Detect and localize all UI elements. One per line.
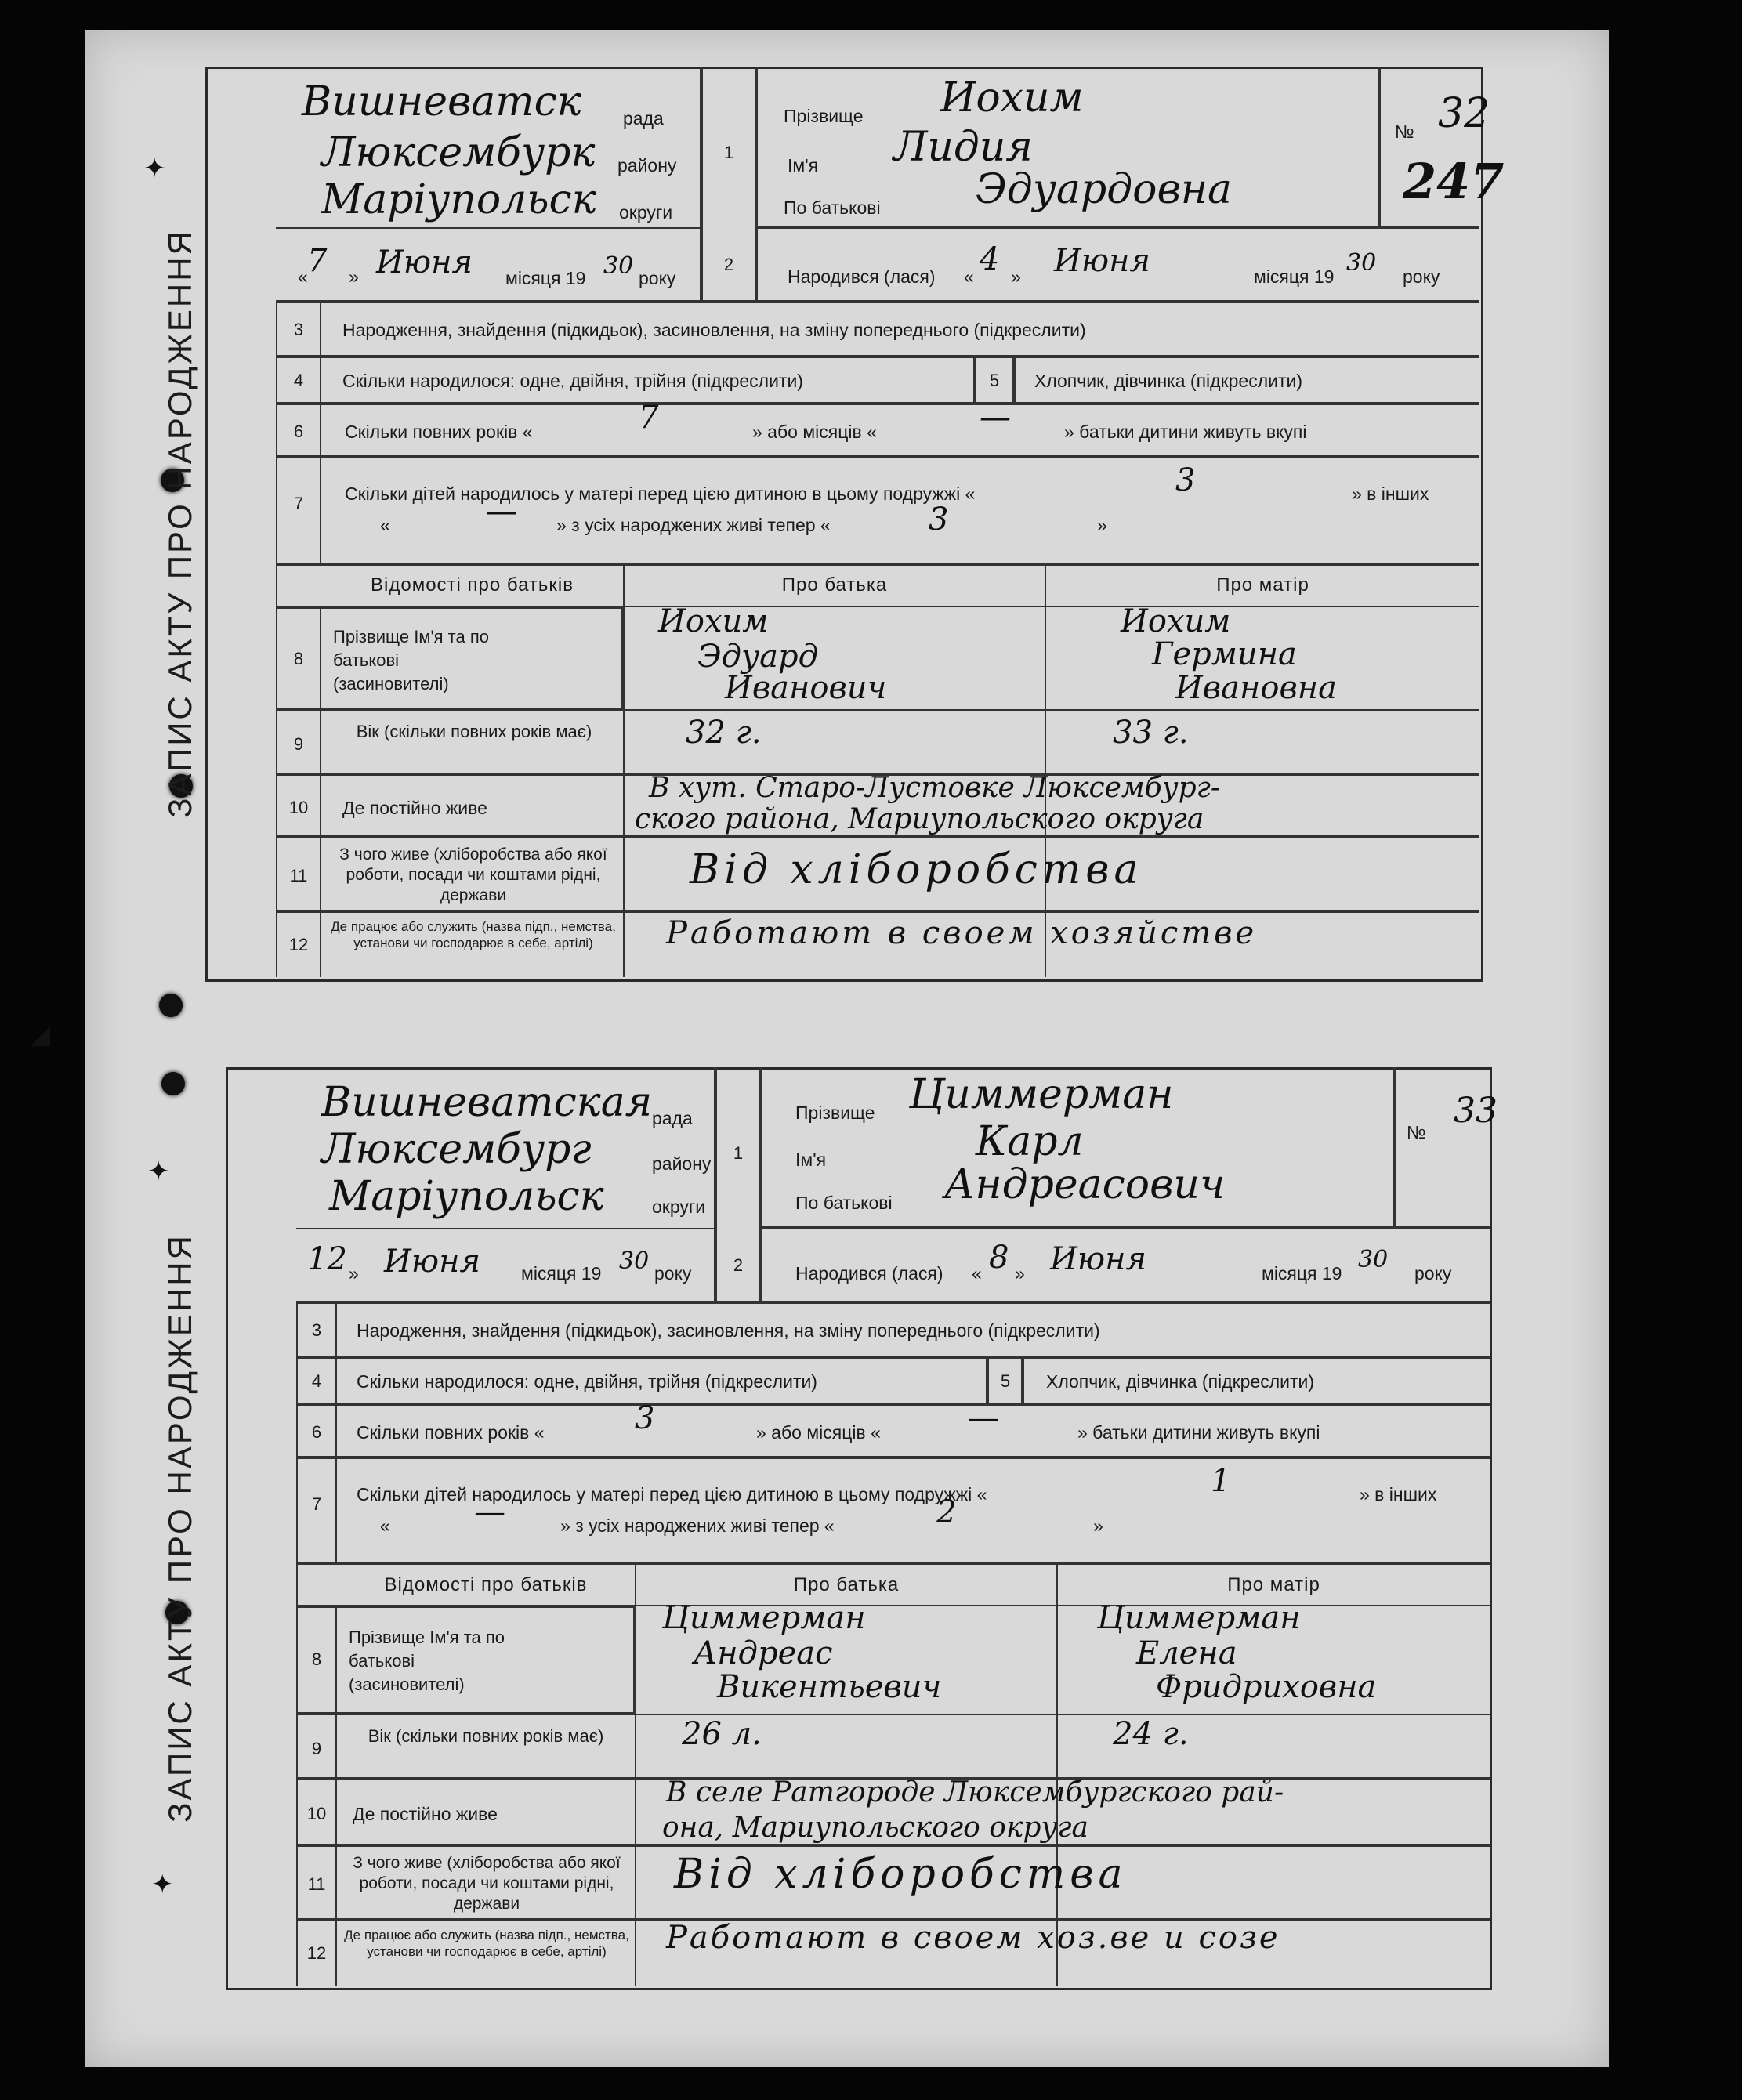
row-number-10: 10 [306, 1804, 327, 1823]
months-together-value: — [980, 400, 1011, 436]
row-number-11: 11 [307, 1874, 326, 1894]
number-sign: № [1407, 1122, 1426, 1142]
months-together-value: — [968, 1400, 999, 1436]
open-quote: « [964, 266, 974, 287]
record-number-value: 32 [1438, 90, 1490, 137]
village-value: Вишневатская [321, 1079, 653, 1126]
paper-damage: ✦ [151, 1870, 174, 1899]
surname-label: Прізвище [784, 106, 864, 126]
row-number-5: 5 [1000, 1371, 1011, 1391]
paper-damage: ✦ [147, 1157, 170, 1186]
row-number-6: 6 [311, 1422, 322, 1442]
row-number-8: 8 [293, 649, 304, 668]
row-6-label-b: » або місяців « [756, 1422, 881, 1443]
year-label: року [654, 1263, 692, 1284]
row-11-label: З чого живе (хліборобства або якої роботи, посади чи коштами рідні, держави [339, 845, 607, 904]
row-number-11: 11 [289, 866, 308, 885]
mother-patronymic-value: Фридриховна [1156, 1669, 1377, 1705]
father-header: Про батька [781, 574, 888, 596]
village-value: Вишневатск [302, 78, 581, 125]
okrug-value: Маріупольск [329, 1173, 604, 1220]
row-10-label: Де постійно живе [342, 798, 487, 818]
father-age-value: 26 л. [682, 1716, 762, 1752]
child-name-value: Карл [976, 1118, 1084, 1165]
row-6-label-a: Скільки повних років « [345, 422, 533, 442]
row-number-8: 8 [311, 1649, 322, 1669]
row-8-label: Прізвище Ім'я та по батькові (засиновителі) [349, 1628, 505, 1694]
children-other-value: — [474, 1494, 505, 1530]
row-7-label-a: Скільки дітей народилось у матері перед цією дитиною в цьому подружжі « [345, 483, 976, 504]
open-quote: « [380, 515, 390, 535]
father-patronymic-value: Иванович [725, 670, 887, 706]
month-year-label: місяця 19 [1262, 1263, 1342, 1284]
surname-label: Прізвище [795, 1102, 875, 1123]
okrug-value: Маріупольск [321, 176, 596, 223]
rada-label: рада [652, 1108, 693, 1128]
residence-line1: В хут. Старо-Лустовке Люксембург- [649, 772, 1221, 804]
birth-year-value: 30 [1358, 1246, 1389, 1273]
work-value: Работают в своем хоз.ве и созе [666, 1920, 1280, 1956]
row-6-label-c: » батьки дитини живуть вкупі [1064, 422, 1307, 442]
row-3-label: Народження, знайдення (підкидьок), засиновлення, на зміну попереднього (підкреслити) [342, 320, 1086, 340]
row-number-2: 2 [723, 255, 734, 274]
children-alive-value: 3 [929, 501, 949, 538]
month-year-label: місяця 19 [505, 268, 586, 288]
month-year-label: місяця 19 [1254, 266, 1335, 287]
children-alive-value: 2 [936, 1494, 957, 1530]
row-6-label-b: » або місяців « [752, 422, 877, 442]
children-marriage-value: 1 [1211, 1463, 1231, 1499]
parents-info-header: Відомості про батьків [384, 1574, 588, 1595]
row-8-label: Прізвище Ім'я та по батькові (засиновителі) [333, 627, 489, 693]
work-value: Работают в своем хозяйстве [666, 915, 1258, 951]
born-label: Народився (лася) [788, 266, 936, 287]
okrug-label: округи [652, 1197, 706, 1217]
child-name-value: Лидия [893, 124, 1033, 171]
row-7-label-c: » з усіх народжених живі тепер « [560, 1515, 835, 1536]
father-surname-value: Циммерман [662, 1600, 866, 1636]
district-value: Люксембург [321, 1126, 592, 1173]
father-patronymic-value: Викентьевич [717, 1669, 942, 1705]
row-7-label-c: » з усіх народжених живі тепер « [556, 515, 831, 535]
birth-month-value: Июня [1050, 1241, 1146, 1277]
row-number-12: 12 [306, 1943, 327, 1963]
row-5-label: Хлопчик, дівчинка (підкреслити) [1046, 1371, 1315, 1392]
registration-date-line [276, 227, 701, 229]
row-number-9: 9 [293, 734, 304, 754]
birth-month-value: Июня [1054, 243, 1150, 279]
years-together-value: 3 [635, 1400, 655, 1436]
reg-day-value: 7 [307, 243, 328, 279]
row-12-label: Де працює або служить (назва підп., немства, установи чи господарює в себе, артілі) [344, 1928, 629, 1959]
record-vertical-title: ЗАПИС АКТУ ПРО НАРОДЖЕННЯ [161, 1233, 198, 1823]
row-9-label: Вік (скільки повних років має) [356, 722, 592, 741]
row-3-label: Народження, знайдення (підкидьок), засиновлення, на зміну попереднього (підкреслити) [357, 1320, 1100, 1341]
stamp-number: 247 [1403, 153, 1505, 210]
child-surname-value: Циммерман [909, 1071, 1174, 1118]
record-vertical-title: ЗАПИС АКТУ ПРО НАРОДЖЕННЯ [161, 228, 198, 818]
mother-surname-value: Циммерман [1097, 1600, 1301, 1636]
children-other-value: — [486, 494, 517, 530]
row-number-4: 4 [293, 371, 304, 390]
reg-year-value: 30 [619, 1247, 650, 1275]
row-number-6: 6 [293, 422, 304, 441]
row-number-2: 2 [733, 1255, 744, 1275]
row-number-1: 1 [723, 143, 734, 162]
raion-label: району [617, 155, 677, 176]
mother-patronymic-value: Ивановна [1175, 670, 1337, 706]
row-4-label: Скільки народилося: одне, двійня, трійня (підкреслити) [342, 371, 803, 391]
row-number-9: 9 [311, 1739, 322, 1758]
mother-age-value: 33 г. [1113, 715, 1189, 751]
row-number-1: 1 [733, 1143, 744, 1163]
open-quote: « [298, 266, 308, 287]
close-quote: » [349, 266, 359, 287]
row-6-label-a: Скільки повних років « [357, 1422, 545, 1443]
reg-day-value: 12 [307, 1241, 347, 1277]
mother-header: Про матір [1216, 574, 1309, 596]
row-7-label-b: » в інших [1352, 483, 1429, 504]
patronymic-label: По батькові [784, 197, 881, 218]
row-number-12: 12 [288, 935, 309, 954]
reg-year-value: 30 [603, 252, 634, 280]
row-6-label-c: » батьки дитини живуть вкупі [1077, 1422, 1320, 1443]
mother-name-value: Гермина [1152, 636, 1297, 672]
row-9-label: Вік (скільки повних років має) [368, 1726, 604, 1746]
row-7-label-b: » в інших [1360, 1484, 1437, 1504]
close-quote: » [1093, 1515, 1103, 1536]
reg-month-value: Июня [384, 1244, 480, 1280]
father-header: Про батька [793, 1574, 900, 1595]
row-11-label: З чого живе (хліборобства або якої роботи, посади чи коштами рідні, держави [353, 1854, 621, 1913]
paper-damage: ✦ [143, 154, 166, 183]
patronymic-label: По батькові [795, 1193, 893, 1213]
born-label: Народився (лася) [795, 1263, 943, 1284]
close-quote: » [349, 1263, 359, 1284]
children-marriage-value: 3 [1175, 462, 1196, 498]
year-label: року [639, 268, 676, 288]
residence-line2: она, Мариупольского округа [662, 1812, 1088, 1844]
open-quote: « [972, 1263, 982, 1284]
year-label: року [1403, 266, 1440, 287]
mother-name-value: Елена [1136, 1635, 1237, 1671]
livelihood-value: Від хліборобства [690, 846, 1143, 893]
close-quote: » [1097, 515, 1107, 535]
row-4-label: Скільки народилося: одне, двійня, трійня (підкреслити) [357, 1371, 817, 1392]
record-number-value: 33 [1454, 1091, 1498, 1131]
birth-year-value: 30 [1346, 249, 1377, 277]
row-number-7: 7 [311, 1494, 322, 1514]
child-patronymic-value: Эдуардовна [976, 166, 1232, 213]
close-quote: » [1015, 1263, 1025, 1284]
reg-month-value: Июня [376, 244, 473, 281]
row-number-3: 3 [311, 1320, 322, 1340]
parents-info-header: Відомості про батьків [371, 574, 574, 596]
row-number-3: 3 [293, 320, 304, 339]
father-surname-value: Иохим [658, 603, 769, 639]
close-quote: » [1011, 266, 1021, 287]
month-year-label: місяця 19 [521, 1263, 602, 1284]
birth-day-value: 8 [989, 1240, 1009, 1276]
mother-age-value: 24 г. [1113, 1716, 1189, 1752]
father-name-value: Андреас [694, 1635, 833, 1671]
row-number-5: 5 [989, 371, 1000, 390]
row-7 [276, 457, 1479, 564]
child-surname-value: Иохим [940, 74, 1084, 121]
years-together-value: 7 [639, 400, 659, 436]
row-number-7: 7 [293, 494, 304, 513]
father-name-value: Эдуард [697, 639, 818, 675]
residence-line1: В селе Ратгороде Люксембургского рай- [666, 1776, 1284, 1809]
livelihood-value: Від хліборобства [674, 1851, 1128, 1898]
row-10-label: Де постійно живе [353, 1804, 498, 1824]
punch-hole [159, 994, 183, 1017]
okrug-label: округи [619, 202, 673, 223]
row-number-10: 10 [288, 798, 309, 817]
child-patronymic-value: Андреасович [944, 1161, 1226, 1208]
residence-line2: ского района, Мариупольского округа [635, 803, 1204, 835]
number-sign: № [1395, 121, 1414, 142]
row-number-4: 4 [311, 1371, 322, 1391]
raion-label: району [652, 1153, 712, 1174]
birth-day-value: 4 [980, 241, 1000, 277]
paper-damage: ◢ [30, 1019, 51, 1049]
row-7-label-a: Скільки дітей народилось у матері перед цією дитиною в цьому подружжі « [357, 1484, 987, 1504]
name-label: Ім'я [795, 1150, 827, 1170]
row-5-label: Хлопчик, дівчинка (підкреслити) [1034, 371, 1303, 391]
district-value: Люксембурк [321, 129, 596, 176]
father-age-value: 32 г. [686, 715, 762, 751]
registration-date-line [296, 1228, 715, 1229]
mother-surname-value: Иохим [1121, 603, 1231, 639]
name-label: Ім'я [788, 155, 819, 176]
row-12-label: Де працює або служить (назва підп., немства, установи чи господарює в себе, артілі) [331, 919, 616, 950]
mother-header: Про матір [1227, 1574, 1320, 1595]
open-quote: « [380, 1515, 390, 1536]
year-label: року [1414, 1263, 1452, 1284]
rada-label: рада [623, 108, 664, 129]
